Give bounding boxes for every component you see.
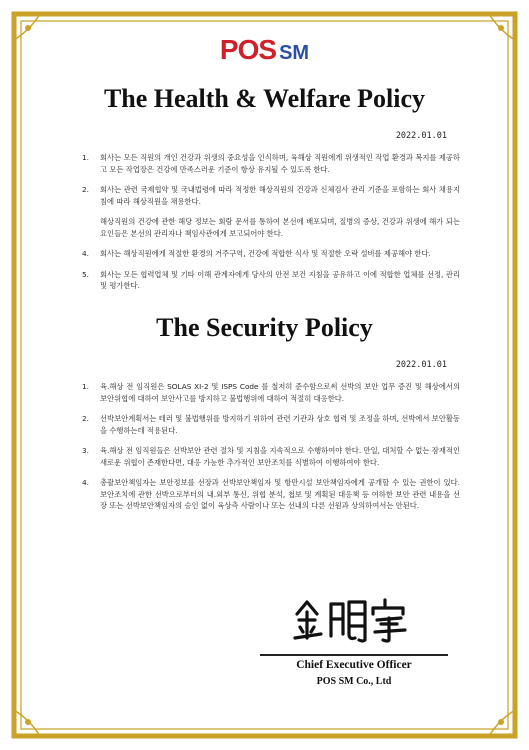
- item-text: 회사는 모든 협력업체 및 기타 이해 관계자에게 당사의 안전 보건 지침을 공유하고 이에 적합한 업체를 선정, 관리 및 평가한다.: [100, 269, 460, 290]
- security-policy-date: 2022.01.01: [395, 360, 447, 370]
- item-number: 5.: [82, 269, 89, 279]
- list-item: [82, 413, 460, 436]
- item-text: 육.해상 전 임직원들은 선박보안 관련 절차 및 지침을 지속적으로 수행하여야 한다. 만일, 대처할 수 없는 잠재적인 새로운 위협이 존재한다면, 대응 가능한 추가적인 보안조치를 식별하여 이행하여야 한다.: [100, 446, 460, 467]
- item-text: 회사는 관련 국제협약 및 국내법령에 따라 적정한 해상직원의 건강과 신체검사 관리 기준을 포함하는 회사 채용지침에 따라 해상직원을 채용한다.: [100, 185, 460, 206]
- list-item: [82, 381, 460, 404]
- item-number: 2.: [82, 414, 89, 423]
- company-logo: [0, 36, 529, 64]
- health-policy-date: 2022.01.01: [395, 131, 447, 141]
- item-number: 2.: [82, 185, 89, 194]
- logo-pos-text: POS: [219, 34, 277, 65]
- logo-sm-text: SM: [279, 42, 310, 64]
- signature-line: [260, 654, 448, 656]
- health-policy-list: [82, 152, 460, 301]
- health-policy-title: The Health & Welfare Policy: [103, 84, 426, 113]
- item-number: 4.: [82, 478, 89, 487]
- list-item: [82, 184, 460, 207]
- security-policy-title: The Security Policy: [156, 313, 373, 342]
- security-policy-list: [82, 381, 460, 521]
- list-item: [82, 269, 460, 292]
- item-text: 회사는 해상직원에게 적절한 환경의 거주구역, 건강에 적합한 식사 및 적절한 오락 설비를 제공해야 한다.: [100, 249, 431, 258]
- item-text: 총괄보안책임자는 보안정보를 선장과 선박보안책임자 및 항만시설 보안책임자에게 공개할 수 있는 권한이 있다. 보안조치에 관한 선박으로부터의 내.외부 통신, 위협 분석, 첩보 및 계획된 대응책 등 여하한 보안 관련 내용을 선장 또는 선박보안책임자의 승인 없이 육상측 사람이나 또는 선내의 다른 선원과 상의하여서는 안된다.: [100, 478, 460, 510]
- signer-title: Chief Executive Officer: [296, 659, 412, 671]
- item-number: 3.: [82, 446, 89, 455]
- item-text: 해상직원의 건강에 관한 해당 정보는 회람 문서를 통하여 본선에 배포되며, 질병의 증상, 건강과 위생에 해가 되는 요인들은 본선의 관리자나 책임사관에게 보고되어야 한다.: [100, 217, 460, 238]
- ceo-signature: [285, 594, 425, 644]
- list-item: [82, 216, 460, 239]
- item-number: 1.: [82, 382, 89, 391]
- company-name: POS SM Co., Ltd: [316, 676, 392, 687]
- list-item: [82, 445, 460, 468]
- list-item: [82, 248, 460, 260]
- list-item: [82, 477, 460, 512]
- list-item: [82, 152, 460, 175]
- item-text: 선박보안계획서는 테러 및 불법행위를 방지하기 위하여 관련 기관과 상호 협력 및 조정을 하며, 선박에서 보안활동을 수행하는데 적용된다.: [100, 414, 460, 435]
- item-text: 회사는 모든 직원의 개인 건강과 위생의 중요성을 인식하며, 육해상 직원에게 위생적인 작업 환경과 복지를 제공하고 모든 작업장은 건강에 만족스러운 기준이 항상 유지될 수 있도록 한다.: [100, 153, 460, 174]
- item-number: 1.: [82, 153, 89, 162]
- item-text: 육.해상 전 임직원은 SOLAS XI-2 및 ISPS Code 를 철저히 준수함으로써 선박의 보안 업무 증진 및 해상에서의 보안위협에 대하여 보안사고를 방지하고 불법행위에 대하여 적절히 대응한다.: [100, 382, 460, 403]
- item-number: 4.: [82, 249, 89, 258]
